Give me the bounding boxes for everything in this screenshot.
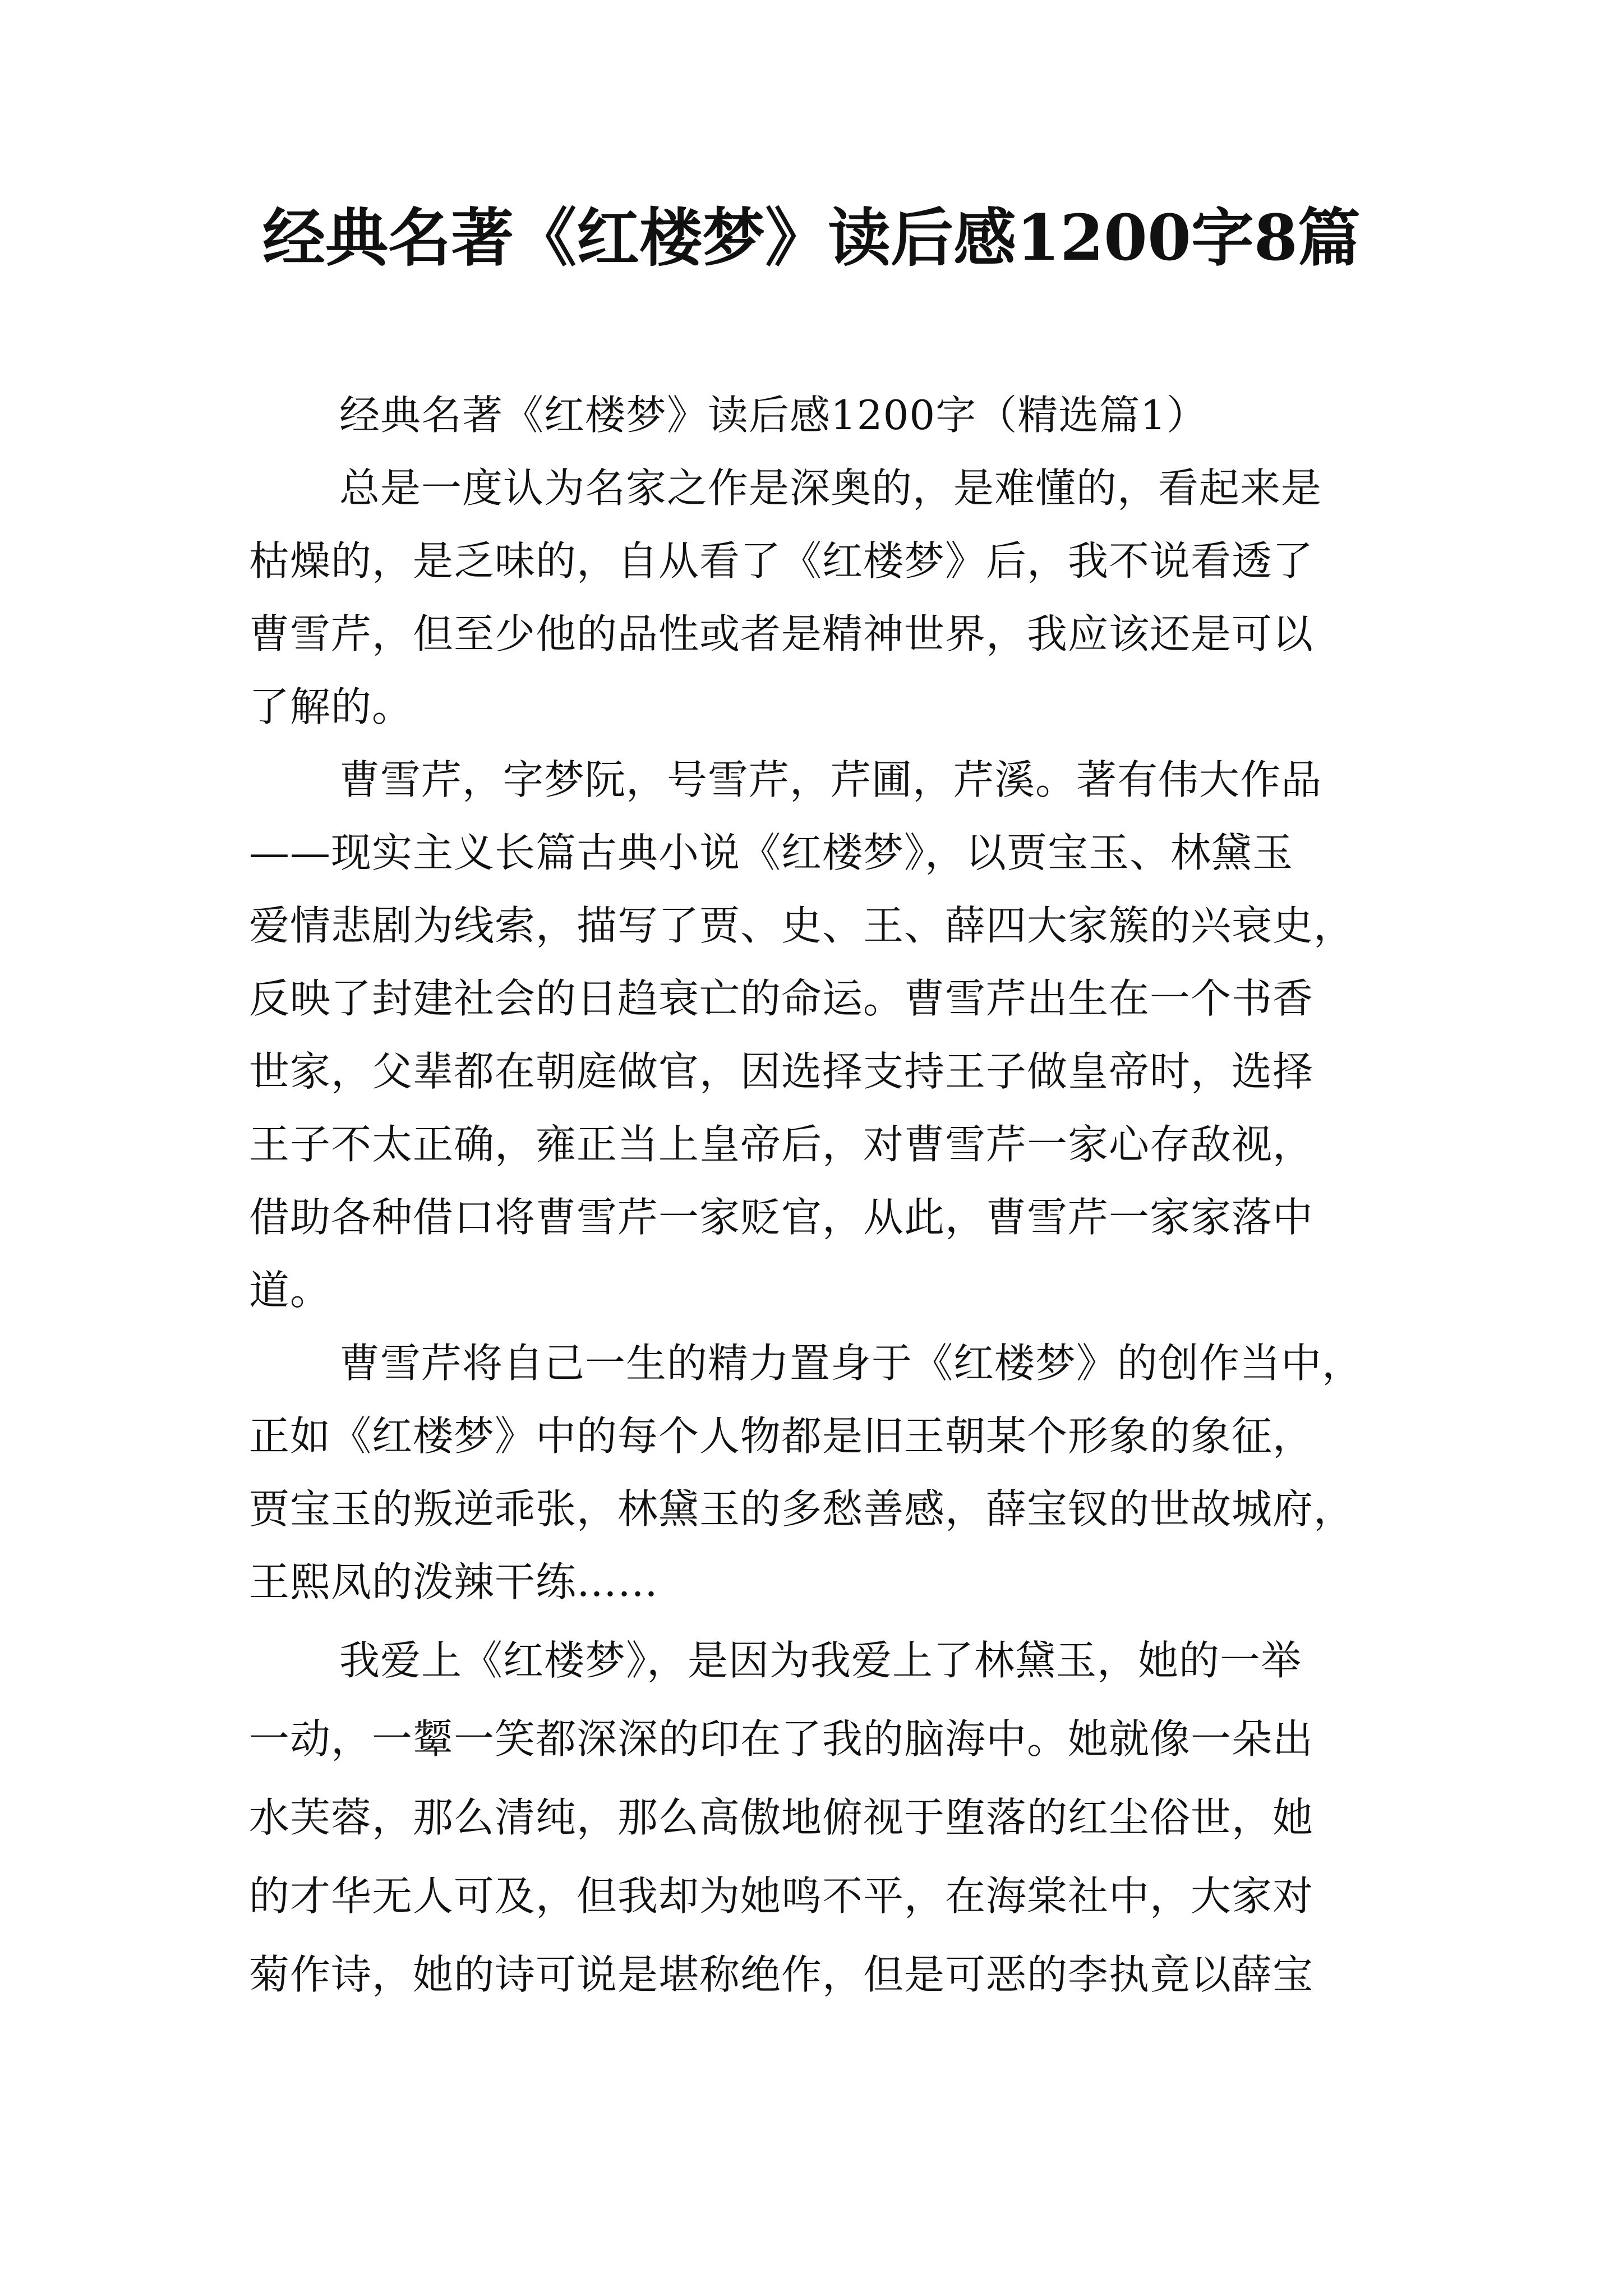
paragraph-line: 道。 (249, 1267, 331, 1314)
paragraph-line: 爱情悲剧为线索，描写了贾、史、王、薛四大家簇的兴衰史， (249, 902, 1355, 949)
paragraph-line: 王熙凤的泼辣干练…… (249, 1558, 659, 1605)
paragraph-line: 正如《红楼梦》中的每个人物都是旧王朝某个形象的象征， (249, 1412, 1314, 1460)
document-title: 经典名著《红楼梦》读后感1200字8篇 (262, 201, 1361, 275)
paragraph-line: 我爱上《红楼梦》，是因为我爱上了林黛玉，她的一举 (339, 1637, 1302, 1684)
paragraph-line: 反映了封建社会的日趋衰亡的命运。曹雪芹出生在一个书香 (249, 975, 1314, 1022)
paragraph-line: 世家，父辈都在朝庭做官，因选择支持王子做皇帝时，选择 (249, 1048, 1314, 1095)
section-heading: 经典名著《红楼梦》读后感1200字（精选篇1） (339, 392, 1208, 439)
paragraph-line: 枯燥的，是乏味的，自从看了《红楼梦》后，我不说看透了 (249, 537, 1314, 585)
paragraph-line: ——现实主义长篇古典小说《红楼梦》，以贾宝玉、林黛玉 (249, 829, 1294, 876)
paragraph-line: 借助各种借口将曹雪芹一家贬官，从此，曹雪芹一家家落中 (249, 1194, 1314, 1241)
paragraph-line: 一动，一颦一笑都深深的印在了我的脑海中。她就像一朵出 (249, 1715, 1314, 1763)
paragraph-line: 菊作诗，她的诗可说是堪称绝作，但是可恶的李执竟以薛宝 (249, 1951, 1314, 1998)
paragraph-line: 曹雪芹，字梦阮，号雪芹，芹圃，芹溪。著有伟大作品 (339, 756, 1322, 803)
paragraph-line: 曹雪芹将自己一生的精力置身于《红楼梦》的创作当中， (339, 1340, 1363, 1387)
paragraph-line: 贾宝玉的叛逆乖张，林黛玉的多愁善感，薛宝钗的世故城府， (249, 1485, 1355, 1533)
paragraph-line: 水芙蓉，那么清纯，那么高傲地俯视于堕落的红尘俗世，她 (249, 1794, 1314, 1841)
paragraph-line: 王子不太正确，雍正当上皇帝后，对曹雪芹一家心存敌视， (249, 1121, 1314, 1168)
paragraph-line: 曹雪芹，但至少他的品性或者是精神世界，我应该还是可以 (249, 610, 1314, 657)
paragraph-line: 了解的。 (249, 683, 413, 730)
paragraph-line: 的才华无人可及，但我却为她鸣不平，在海棠社中，大家对 (249, 1872, 1314, 1920)
paragraph-line: 总是一度认为名家之作是深奥的，是难懂的，看起来是 (339, 464, 1322, 512)
